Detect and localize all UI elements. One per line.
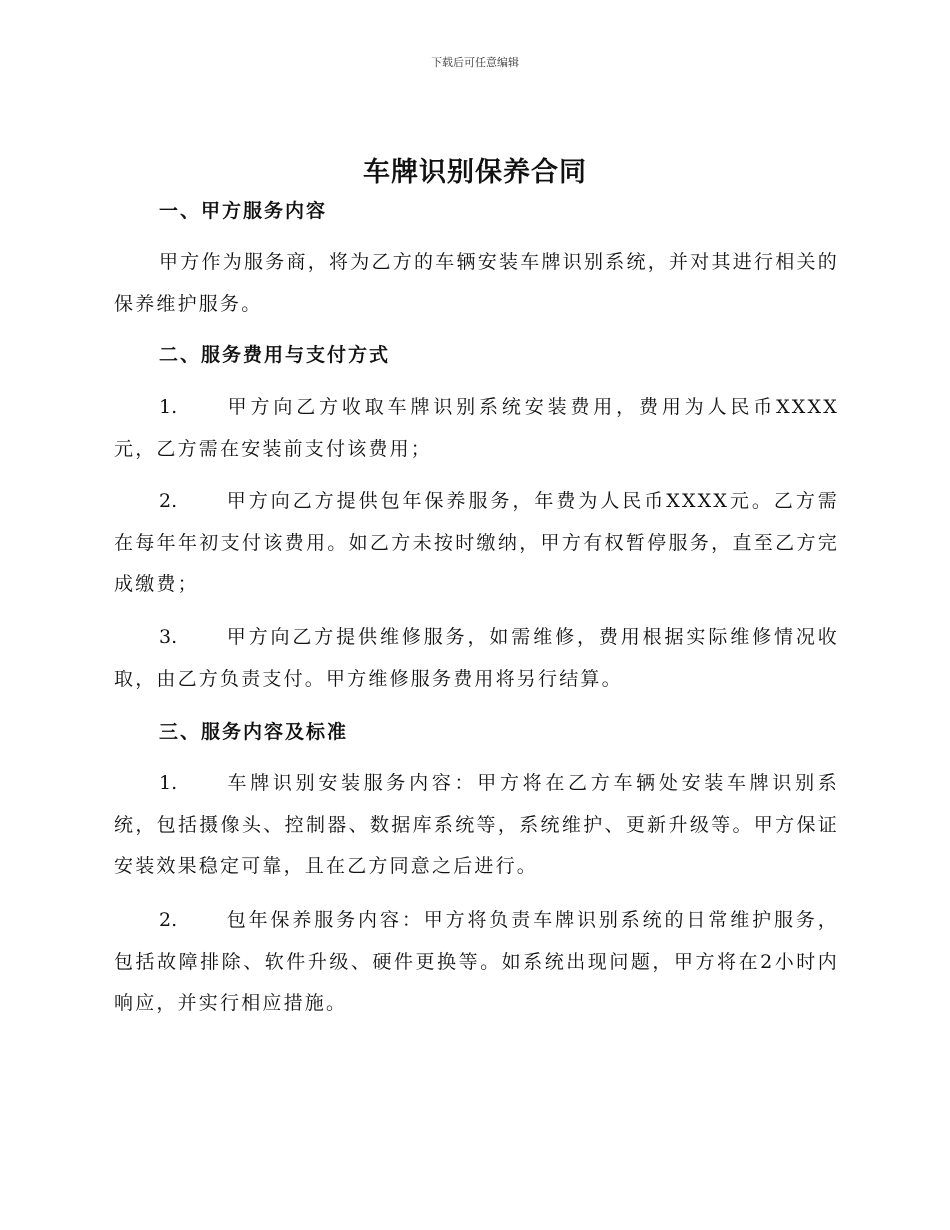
item-number: 1.: [159, 396, 178, 418]
section-3-item-1: 1. 车牌识别安装服务内容：甲方将在乙方车辆处安装车牌识别系统，包括摄像头、控制器、数据库系统等，系统维护、更新升级等。甲方保证安装效果稳定可靠，且在乙方同意之后进行。: [114, 763, 839, 888]
section-1-paragraph: 甲方作为服务商，将为乙方的车辆安装车牌识别系统，并对其进行相关的保养维护服务。: [114, 251, 839, 315]
section-2-heading: 二、服务费用与支付方式: [159, 344, 391, 366]
section-2-item-2: 2. 甲方向乙方提供包年保养服务，年费为人民币XXXX元。乙方需在每年年初支付该费用。如乙方未按时缴纳，甲方有权暂停服务，直至乙方完成缴费；: [114, 481, 839, 606]
section-1-heading: 一、甲方服务内容: [159, 200, 328, 222]
section-2-item-1: 1. 甲方向乙方收取车牌识别系统安装费用，费用为人民币XXXX元，乙方需在安装前支付该费用；: [114, 387, 839, 470]
item-number: 2.: [159, 909, 178, 931]
item-number: 1.: [159, 772, 178, 794]
item-number: 2.: [159, 490, 178, 512]
section-2-item-3: 3. 甲方向乙方提供维修服务，如需维修，费用根据实际维修情况收取，由乙方负责支付。甲方维修服务费用将另行结算。: [114, 617, 839, 700]
section-3-heading: 三、服务内容及标准: [159, 721, 349, 743]
document-title: 车牌识别保养合同: [363, 157, 587, 188]
header-note: 下载后可任意编辑: [431, 56, 519, 69]
section-3-item-2: 2. 包年保养服务内容：甲方将负责车牌识别系统的日常维护服务，包括故障排除、软件升级、硬件更换等。如系统出现问题，甲方将在2小时内响应，并实行相应措施。: [114, 900, 839, 1025]
item-number: 3.: [159, 626, 178, 648]
